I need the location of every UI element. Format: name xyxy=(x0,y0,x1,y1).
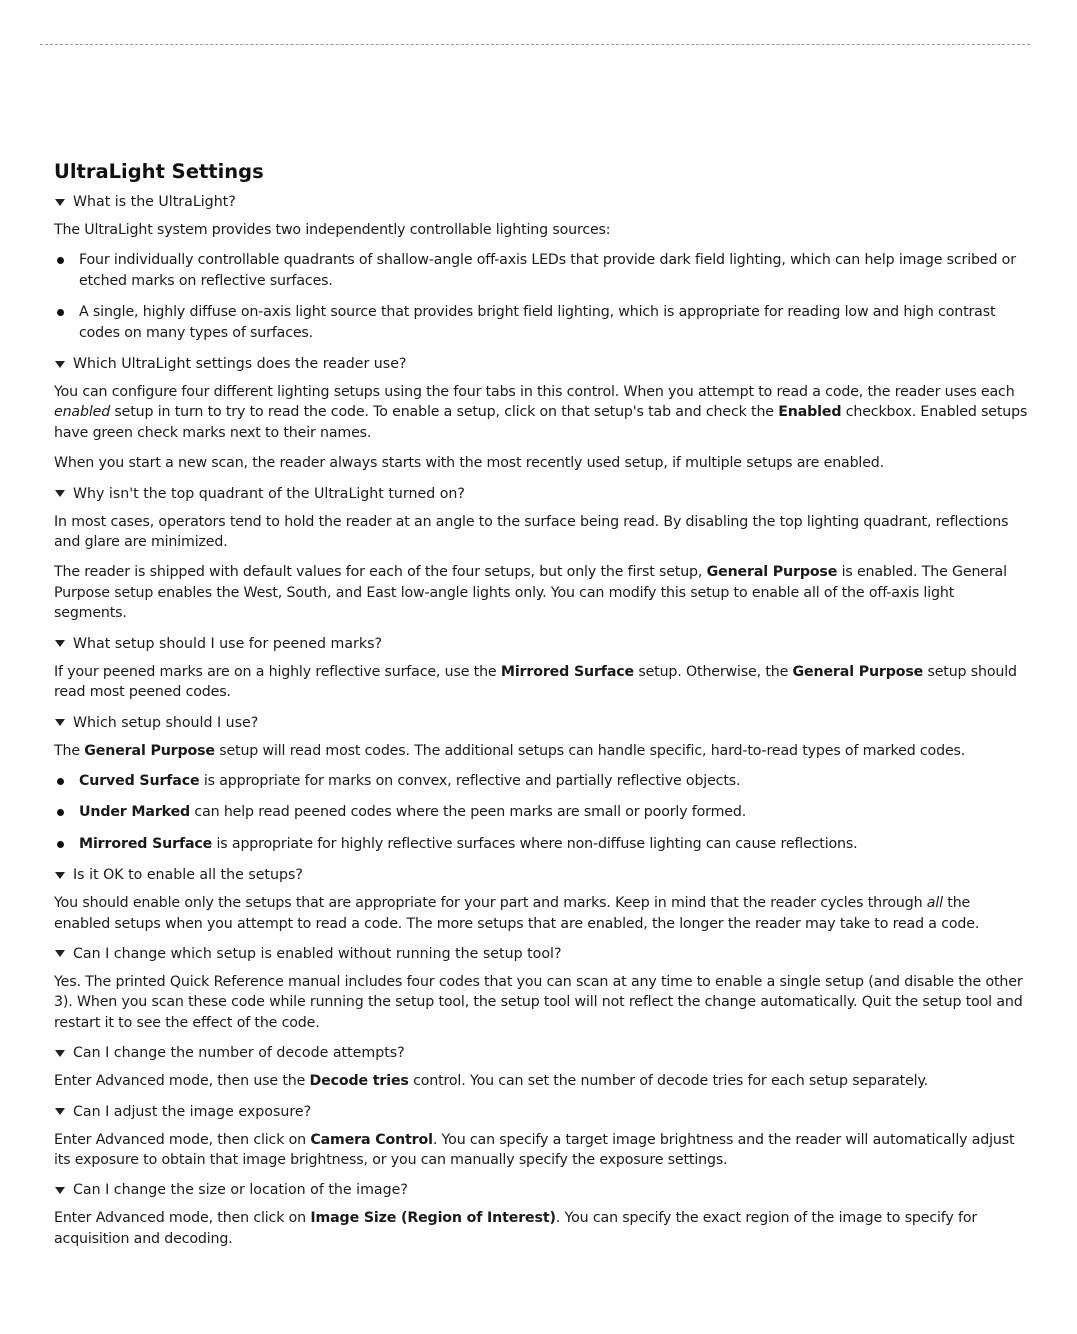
faq-section-image-size xyxy=(54,1180,1029,1249)
faq-question-text[interactable]: What is the UltraLight? xyxy=(73,194,236,210)
faq-answer: The UltraLight system provides two independently controllable lighting sources: xyxy=(54,222,611,238)
faq-answer: When you start a new scan, the reader always starts with the most recently used setup, if multiple setups are enabled. xyxy=(54,455,885,472)
text-run: setup in turn to try to read the code. To enable a setup, click on that setup's tab and check the xyxy=(110,404,779,421)
faq-section-enable-all xyxy=(54,865,1029,934)
disclosure-triangle-icon[interactable] xyxy=(55,640,65,647)
text-run: control. You can set the number of decode tries for each setup separately. xyxy=(408,1073,929,1090)
faq-question[interactable] xyxy=(54,192,1029,212)
text-run: . You can specify the exact region of the image to specify for acquisition and decoding. xyxy=(54,1210,978,1247)
faq-answer xyxy=(54,741,1029,761)
text-run: Enter Advanced mode, then click on xyxy=(54,1210,311,1227)
faq-section-which-settings xyxy=(54,354,1029,474)
emphasis-text: enabled xyxy=(54,404,111,421)
list-item xyxy=(54,771,1029,791)
faq-question[interactable] xyxy=(54,1102,1029,1122)
faq-question-text[interactable]: Is it OK to enable all the setups? xyxy=(73,867,303,884)
disclosure-triangle-icon[interactable] xyxy=(55,1187,65,1194)
disclosure-triangle-icon[interactable] xyxy=(55,719,65,726)
strong-text: Enabled xyxy=(778,404,842,421)
text-run: If your peened marks are on a highly reflective surface, use the xyxy=(54,663,501,680)
strong-text: Curved Surface xyxy=(79,772,200,789)
strong-text: General Purpose xyxy=(706,564,838,581)
faq-answer xyxy=(54,1071,1029,1091)
strong-text: Camera Control xyxy=(310,1131,433,1148)
faq-answer xyxy=(54,562,1029,623)
faq-question[interactable] xyxy=(54,865,1029,885)
bullet-list xyxy=(54,250,1029,343)
faq-question-text[interactable]: Which UltraLight settings does the reader use? xyxy=(73,356,407,373)
faq-answer xyxy=(54,382,1029,443)
faq-question-text[interactable]: Can I change the number of decode attempts? xyxy=(73,1045,405,1062)
faq-answer xyxy=(54,1130,1029,1171)
text-run: is appropriate for highly reflective surfaces where non-diffuse lighting can cause reflections. xyxy=(212,835,858,852)
faq-section-top-quadrant xyxy=(54,484,1029,624)
text-run: setup will read most codes. The additional setups can handle specific, hard-to-read types of marked codes. xyxy=(214,742,966,759)
disclosure-triangle-icon[interactable] xyxy=(55,490,65,497)
faq-question[interactable] xyxy=(54,1043,1029,1063)
faq-question[interactable] xyxy=(54,713,1029,733)
text-run: setup should read most peened codes. xyxy=(54,663,1017,701)
faq-answer xyxy=(54,662,1029,703)
strong-text: Image Size (Region of Interest) xyxy=(310,1210,556,1227)
disclosure-triangle-icon[interactable] xyxy=(55,872,65,879)
text-run: You should enable only the setups that are appropriate for your part and marks. Keep in mind that the reader cycles through xyxy=(54,895,927,912)
faq-section-decode-attempts xyxy=(54,1043,1029,1091)
list-item: Four individually controllable quadrants of shallow-angle off-axis LEDs that provide dark field lighting, which can help image scribed or etched marks on reflective surfaces. xyxy=(54,250,1029,291)
faq-question-text[interactable]: Can I change which setup is enabled without running the setup tool? xyxy=(73,945,562,962)
faq-question[interactable] xyxy=(54,634,1029,654)
strong-text: Under Marked xyxy=(79,804,191,821)
text-run: The xyxy=(54,742,85,759)
faq-section-peened-marks xyxy=(54,634,1029,703)
faq-question-text[interactable]: Which setup should I use? xyxy=(73,714,259,731)
text-run: the enabled setups when you attempt to read a code. The more setups that are enabled, the longer the reader may take to read a code. xyxy=(54,895,980,932)
disclosure-triangle-icon[interactable] xyxy=(55,950,65,957)
faq-question-text[interactable]: What setup should I use for peened marks? xyxy=(73,635,383,652)
strong-text: Decode tries xyxy=(309,1073,409,1090)
faq-answer: In most cases, operators tend to hold the reader at an angle to the surface being read. By disabling the top lighting quadrant, reflections and glare are minimized. xyxy=(54,513,1009,551)
faq-question[interactable] xyxy=(54,944,1029,964)
text-run: checkbox. Enabled setups have green check marks next to their names. xyxy=(54,404,1028,441)
faq-question-text[interactable]: Why isn't the top quadrant of the UltraLight turned on? xyxy=(73,485,465,502)
disclosure-triangle-icon[interactable] xyxy=(55,1050,65,1057)
faq-question-text[interactable]: Can I change the size or location of the image? xyxy=(73,1182,408,1199)
faq-question-text[interactable]: Can I adjust the image exposure? xyxy=(73,1103,312,1120)
text-run: You can configure four different lighting setups using the four tabs in this control. When you attempt to read a code, the reader uses each xyxy=(54,384,1015,401)
list-item xyxy=(54,802,1029,822)
text-run: can help read peened codes where the peen marks are small or poorly formed. xyxy=(190,804,747,821)
text-run: is enabled. The General Purpose setup enables the West, South, and East low-angle lights only. You can modify this setup to enable all of the off-axis light segments. xyxy=(54,564,1007,622)
help-document xyxy=(54,160,1029,1259)
emphasis-text: all xyxy=(926,895,943,912)
strong-text: Mirrored Surface xyxy=(500,663,634,680)
disclosure-triangle-icon[interactable] xyxy=(55,361,65,368)
faq-question[interactable] xyxy=(54,354,1029,374)
text-run: Enter Advanced mode, then click on xyxy=(54,1131,311,1148)
faq-answer xyxy=(54,893,1029,934)
text-run: setup. Otherwise, the xyxy=(634,663,793,680)
text-run: Enter Advanced mode, then use the xyxy=(54,1073,310,1090)
faq-answer xyxy=(54,1208,1029,1249)
top-rule xyxy=(40,44,1030,45)
text-run: is appropriate for marks on convex, reflective and partially reflective objects. xyxy=(199,772,741,789)
list-item: A single, highly diffuse on-axis light source that provides bright field lighting, which is appropriate for reading low and high contrast codes on many types of surfaces. xyxy=(54,302,1029,343)
disclosure-triangle-icon[interactable] xyxy=(55,199,65,206)
faq-section-exposure xyxy=(54,1102,1029,1171)
text-run: . You can specify a target image brightness and the reader will automatically adjust its exposure to obtain that image brightness, or you can manually specify the exposure settings. xyxy=(54,1131,1015,1168)
faq-question[interactable] xyxy=(54,484,1029,504)
disclosure-triangle-icon[interactable] xyxy=(55,1108,65,1115)
bullet-list xyxy=(54,771,1029,854)
strong-text: Mirrored Surface xyxy=(79,835,213,852)
strong-text: General Purpose xyxy=(792,663,924,680)
text-run: The reader is shipped with default values for each of the four setups, but only the first setup, xyxy=(54,564,707,581)
faq-answer: Yes. The printed Quick Reference manual includes four codes that you can scan at any time to enable a single setup (and disable the other 3). When you scan these code while running the setup tool, the setup tool will not reflect the change automatically. Quit the setup tool and restart it to see the effect of the code. xyxy=(54,973,1023,1031)
strong-text: General Purpose xyxy=(84,742,215,759)
faq-question[interactable] xyxy=(54,1180,1029,1200)
faq-section-which-setup xyxy=(54,713,1029,855)
faq-section-what-is-ultralight xyxy=(54,192,1029,343)
list-item xyxy=(54,834,1029,854)
page-title: UltraLight Settings xyxy=(54,160,264,183)
faq-section-change-without-tool xyxy=(54,944,1029,1033)
